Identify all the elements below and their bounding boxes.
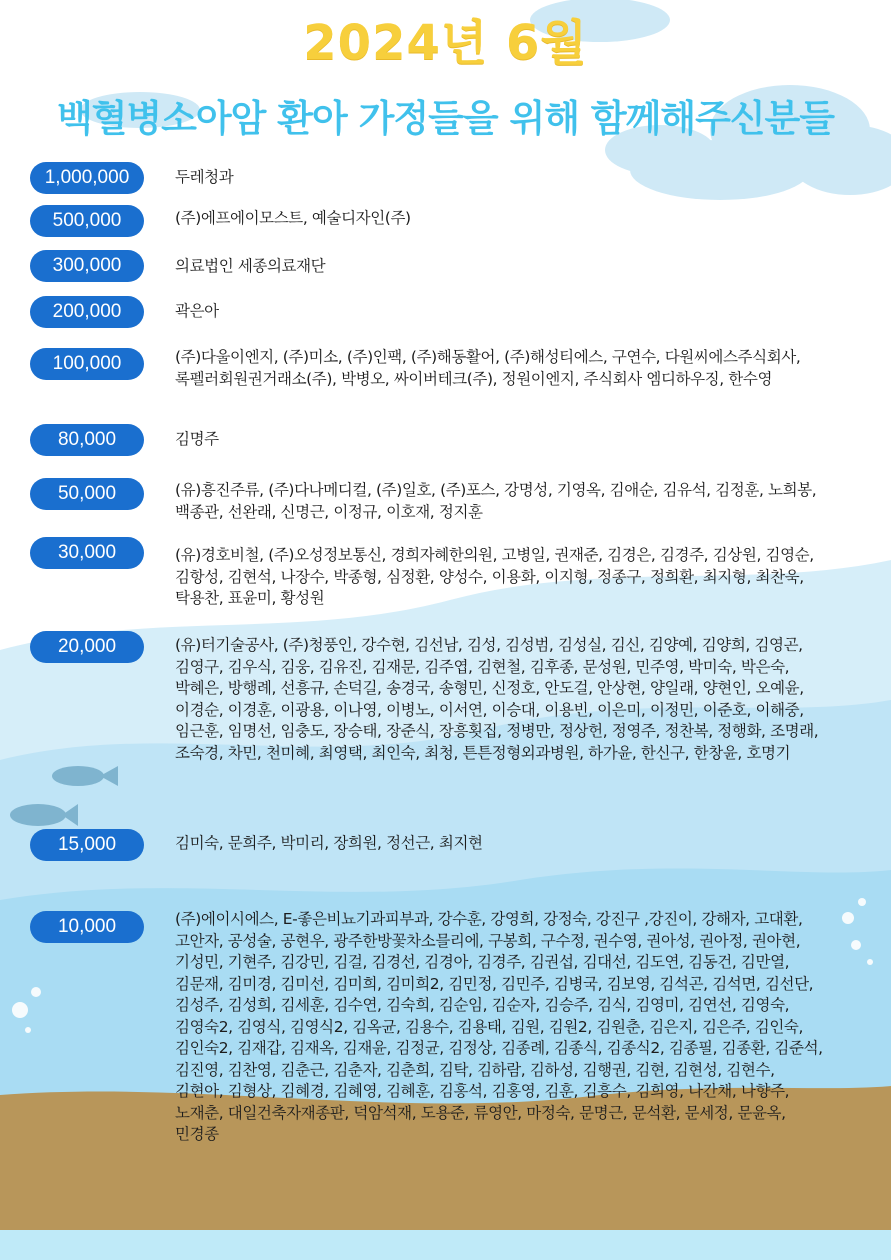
amount-badge: 100,000 <box>30 348 144 380</box>
amount-badge: 1,000,000 <box>30 162 144 194</box>
donor-names: (주)다울이엔지, (주)미소, (주)인팩, (주)해동활어, (주)해성티에스, 구연수, 다원씨에스주식회사, 록펠러회원권거래소(주), 박병오, 싸이버테크(주), 정원이엔지, 주식회사 엠디하우징, 한수영 <box>175 348 801 388</box>
amount-badge: 30,000 <box>30 537 144 569</box>
amount-badge: 500,000 <box>30 205 144 237</box>
donor-names: 김미숙, 문희주, 박미리, 장희원, 정선근, 최지현 <box>175 834 483 852</box>
donor-names: (유)경호비철, (주)오성정보통신, 경희자혜한의원, 고병일, 권재준, 김경은, 김경주, 김상원, 김영순, 김항성, 김현석, 나장수, 박종형, 심정환, 양성수, 이용화, 이지형, 정종구, 정희환, 최지형, 최찬욱, 탁용찬, 표윤미, 황성원 <box>175 546 814 607</box>
donor-names: (주)에이시에스, E-좋은비뇨기과피부과, 강수훈, 강영희, 강정숙, 강진구 ,강진이, 강해자, 고대환, 고안자, 공성술, 공현우, 광주한방꽃차소믈리에, 구봉희, 구수정, 권수영, 권아성, 권아정, 권아현, 기성민, 기현주, 김강민, 김걸, 김경선, 김경아, 김경주, 김권섭, 김대선, 김도연, 김동건, 김만열, 김문재, 김미경, 김미선, 김미희, 김미희2, 김민정, 김민주, 김병국, 김보영, 김석곤, 김석면, 김선단, 김성주, 김성희, 김세훈, 김수연, 김숙희, 김순임, 김순자, 김승주, 김식, 김영미, 김연선, 김영숙, 김영숙2, 김영식, 김영식2, 김옥균, 김용수, 김용태, 김원, 김원2, 김원춘, 김은지, 김은주, 김인숙, 김인숙2, 김재갑, 김재옥, 김재윤, 김정균, 김정상, 김종례, 김종식, 김종식2, 김종필, 김종환, 김준석, 김진영, 김찬영, 김춘근, 김춘자, 김춘희, 김탁, 김하람, 김하성, 김행권, 김현, 김현성, 김현수, 김현아, 김형상, 김혜경, 김혜영, 김혜훈, 김홍석, 김홍영, 김훈, 김흥수, 김희영, 나간채, 나향주, 노재춘, 대일건축자재종판, 덕암석재, 도용준, 류영안, 마정숙, 문명근, 문석환, 문세정, 문윤옥, 민경종 <box>175 910 823 1143</box>
bottom-water-strip <box>0 1230 891 1260</box>
donor-names: (주)에프에이모스트, 예술디자인(주) <box>175 209 411 227</box>
donor-names: 곽은아 <box>175 302 219 320</box>
amount-badge: 300,000 <box>30 250 144 282</box>
donor-names: (유)터기술공사, (주)청풍인, 강수현, 김선남, 김성, 김성범, 김성실, 김신, 김양예, 김양희, 김영곤, 김영구, 김우식, 김웅, 김유진, 김재문, 김주엽, 김현철, 김후종, 문성원, 민주영, 박미숙, 박은숙, 박혜은, 방행례, 선흥규, 손덕길, 송경국, 송형민, 신정호, 안도걸, 안상현, 양일래, 양현인, 오예윤, 이경순, 이경훈, 이광용, 이나영, 이병노, 이서연, 이승대, 이용빈, 이은미, 이정민, 이준호, 이해중, 임근훈, 임명선, 임충도, 장승태, 장준식, 장흥횟집, 정병만, 정상헌, 정영주, 정찬복, 정행화, 조명래, 조숙경, 차민, 천미혜, 최영택, 최인숙, 최청, 튼튼정형외과병원, 하가윤, 한신구, 한창윤, 호명기 <box>175 636 819 762</box>
donor-names: 김명주 <box>175 430 219 448</box>
amount-badge: 20,000 <box>30 631 144 663</box>
amount-badge: 10,000 <box>30 911 144 943</box>
page-year-month: 2024년 6월 <box>303 15 588 71</box>
amount-badge: 200,000 <box>30 296 144 328</box>
page-title: 백혈병소아암 환아 가정들을 위해 함께해주신분들 <box>56 97 835 140</box>
amount-badge: 80,000 <box>30 424 144 456</box>
amount-badge: 15,000 <box>30 829 144 861</box>
donor-names: 의료법인 세종의료재단 <box>175 257 326 275</box>
donor-names: (유)흥진주류, (주)다나메디컬, (주)일호, (주)포스, 강명성, 기영옥, 김애순, 김유석, 김정훈, 노희봉, 백종관, 선완래, 신명근, 이정규, 이호재, 정지훈 <box>175 481 817 521</box>
donor-names: 두레청과 <box>175 168 234 186</box>
amount-badge: 50,000 <box>30 478 144 510</box>
